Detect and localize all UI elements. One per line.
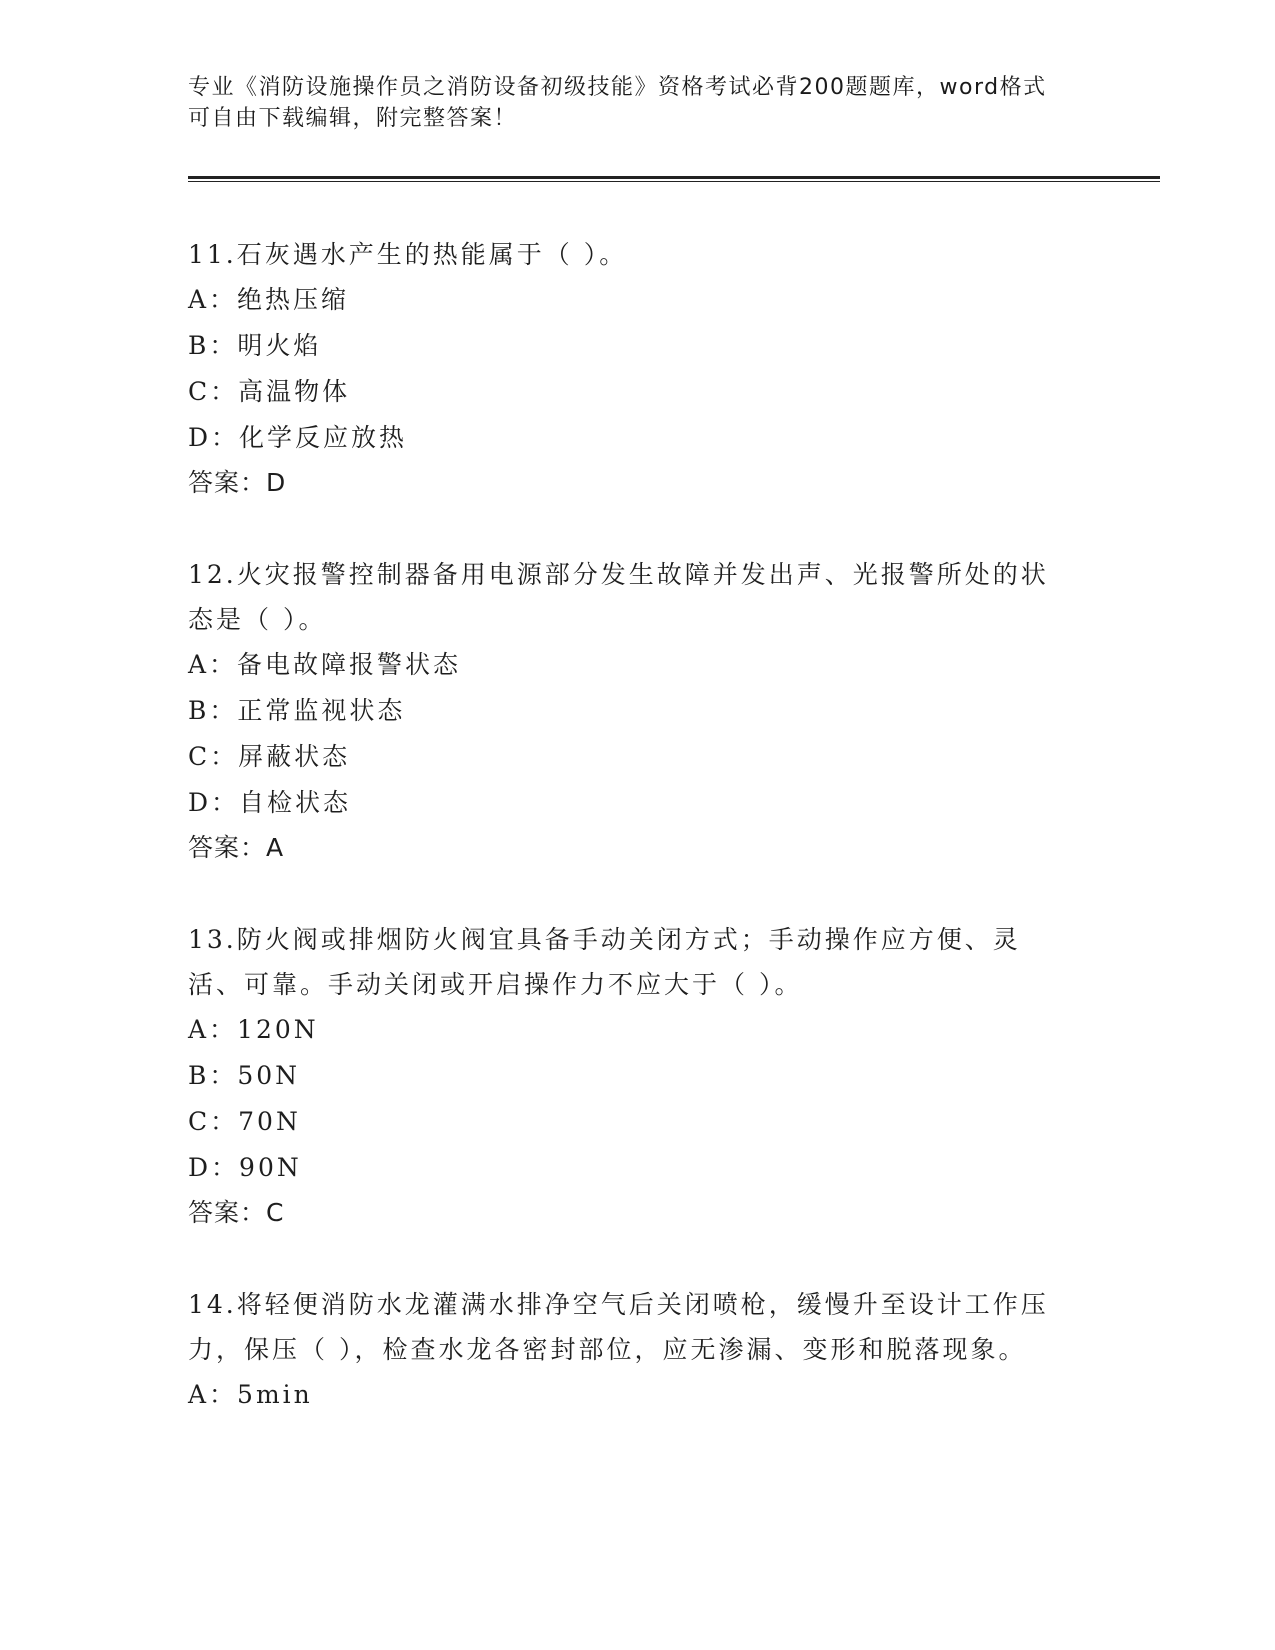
answer: 答案：A bbox=[188, 833, 285, 862]
question-stem: 12.火灾报警控制器备用电源部分发生故障并发出声、光报警所处的状态是（ ）。 bbox=[188, 560, 1049, 634]
header-divider-thick bbox=[188, 176, 1160, 179]
option-a: A：5min bbox=[188, 1380, 313, 1409]
option-c: C：高温物体 bbox=[188, 377, 351, 406]
question-stem: 13.防火阀或排烟防火阀宜具备手动关闭方式；手动操作应方便、灵活、可靠。手动关闭或开启操作力不应大于（ ）。 bbox=[188, 925, 1021, 999]
option-b: B：明火焰 bbox=[188, 331, 322, 360]
question-stem: 14.将轻便消防水龙灌满水排净空气后关闭喷枪，缓慢升至设计工作压力，保压（ ），检查水龙各密封部位，应无渗漏、变形和脱落现象。 bbox=[188, 1290, 1049, 1364]
option-a: A：备电故障报警状态 bbox=[188, 650, 462, 679]
question-12 bbox=[188, 552, 1068, 870]
question-list bbox=[188, 232, 1068, 1465]
option-d: D：化学反应放热 bbox=[188, 423, 408, 452]
answer: 答案：C bbox=[188, 1198, 285, 1227]
option-d: D：自检状态 bbox=[188, 788, 352, 817]
option-c: C：屏蔽状态 bbox=[188, 742, 351, 771]
question-14 bbox=[188, 1282, 1068, 1418]
answer: 答案：D bbox=[188, 468, 287, 497]
option-b: B：正常监视状态 bbox=[188, 696, 406, 725]
option-b: B：50N bbox=[188, 1061, 301, 1090]
question-11 bbox=[188, 232, 1068, 505]
question-13 bbox=[188, 917, 1068, 1235]
option-d: D：90N bbox=[188, 1153, 302, 1182]
document-header: 专业《消防设施操作员之消防设备初级技能》资格考试必背200题题库，word格式可自由下载编辑，附完整答案！ bbox=[188, 75, 1047, 131]
option-a: A：绝热压缩 bbox=[188, 285, 350, 314]
question-stem: 11.石灰遇水产生的热能属于（ ）。 bbox=[188, 240, 628, 269]
header-divider-thin bbox=[188, 181, 1160, 182]
option-c: C：70N bbox=[188, 1107, 301, 1136]
option-a: A：120N bbox=[188, 1015, 319, 1044]
